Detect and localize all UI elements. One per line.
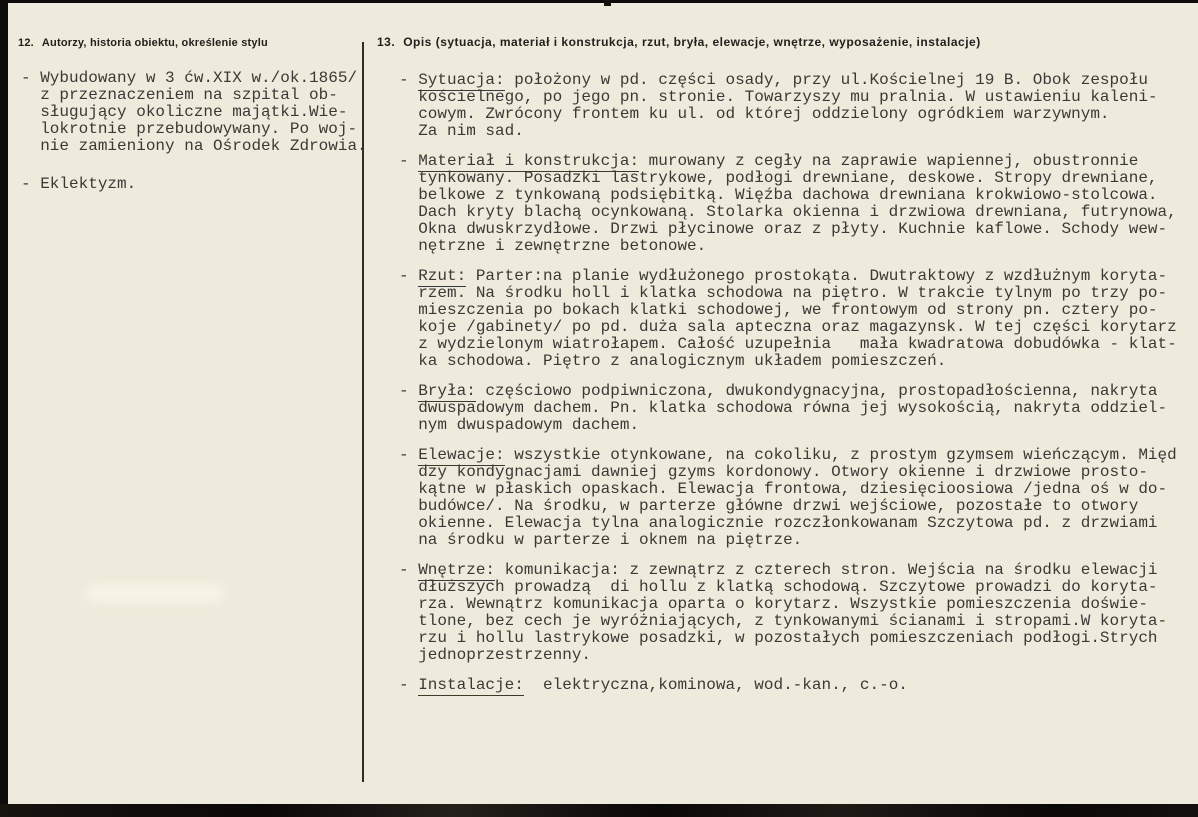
list-dash: -: [399, 267, 419, 285]
text-line: [399, 447, 1177, 464]
list-dash: -: [399, 446, 419, 464]
section-label: Elewacje:: [418, 446, 505, 464]
section-label: Instalacje:: [418, 676, 524, 694]
text-line: cowym. Zwrócony frontem ku ul. od której oddzielony ogródkiem warzywnym.: [418, 105, 1110, 123]
scan-top-mark: [604, 0, 611, 6]
text-line: - Eklektyzm.: [21, 175, 137, 193]
description-section: [399, 383, 1177, 434]
text-line: budówce/. Na środku, w parterze główne drzwi wejściowe, pozostałe to otwory: [418, 497, 1139, 515]
description-section: [399, 72, 1177, 140]
field-12-number: 12.: [18, 37, 34, 49]
description-section: [399, 153, 1177, 255]
text-line: [399, 677, 1177, 694]
text-line: - Wybudowany w 3 ćw.XIX w./ok.1865/: [21, 69, 358, 87]
section-first-text: położony w pd. części osady, przy ul.Kościelnej 19 B. Obok zespołu: [504, 71, 1148, 89]
correction-smudge: [86, 585, 224, 602]
text-line: sługujący okoliczne majątki.Wie-: [40, 103, 348, 121]
section-first-text: elektryczna,kominowa, wod.-kan., c.-o.: [523, 676, 908, 694]
text-line: lokrotnie przebudowywany. Po woj-: [40, 120, 358, 138]
section-first-text: murowany z cegły na zaprawie wapiennej, obustronnie: [639, 152, 1139, 170]
list-dash: -: [399, 71, 419, 89]
text-line: koje /gabinety/ po pd. duża sala apteczna oraz magazynsk. W tej części korytarz: [418, 318, 1177, 336]
list-dash: -: [399, 382, 419, 400]
text-line: rzem. Na środku holl i klatka schodowa na piętro. W trakcie tylnym po trzy po-: [418, 284, 1168, 302]
description-section: [399, 562, 1177, 664]
list-dash: -: [399, 561, 419, 579]
text-line: rzu i hollu lastrykowe posadzki, w pozostałych pomieszczeniach podłogi.Strych: [418, 629, 1158, 647]
section-label: Wnętrze:: [418, 561, 496, 579]
description-section: [399, 677, 1177, 694]
field-12-title: Autorzy, historia obiektu, określenie stylu: [41, 37, 268, 49]
scan-edge-left: [0, 0, 8, 817]
text-line: [399, 562, 1177, 579]
list-dash: -: [399, 152, 419, 170]
column-authors-history: [21, 70, 367, 214]
text-line: mieszczenia po bokach klatki schodowej, we frontowym od strony pn. cztery po-: [418, 301, 1158, 319]
text-line: belkowe z tynkowaną podsiębitką. Więźba dachowa drewniana krokwiowo-stolcowa.: [418, 186, 1158, 204]
text-line: z przeznaczeniem na szpital ob-: [40, 86, 338, 104]
text-line: na środku w parterze i oknem na piętrze.: [418, 531, 803, 549]
list-dash: -: [399, 676, 419, 694]
text-line: [399, 72, 1177, 89]
section-first-text: częściowo podpiwniczona, dwukondygnacyjna, prostopadłościenna, nakryta: [475, 382, 1158, 400]
field-13-title: Opis (sytuacja, materiał i konstrukcja, rzut, bryła, elewacje, wnętrze, wyposażenie, instalacje): [403, 35, 981, 49]
text-line: okienne. Elewacja tylna analogicznie rozczłonkowanam Szczytowa pd. z drzwiami: [418, 514, 1158, 532]
section-label: Bryła:: [418, 382, 476, 400]
text-line: Okna dwuskrzydłowe. Drzwi płycinowe oraz z płyty. Kuchnie kaflowe. Schody wew-: [418, 220, 1168, 238]
text-line: Za nim sad.: [418, 122, 524, 140]
text-line: [399, 153, 1177, 170]
section-label: Materiał i konstrukcja:: [418, 152, 640, 170]
text-line: nętrzne i zewnętrzne betonowe.: [418, 237, 707, 255]
section-first-text: Parter:na planie wydłużonego prostokąta. Dwutraktowy z wzdłużnym koryta-: [466, 267, 1168, 285]
text-line: z wydzielonym wiatrołapem. Całość uzupełnia mała kwadratowa dobudówka - klat-: [418, 335, 1177, 353]
scan-edge-bottom: [0, 804, 1198, 817]
text-line: rza. Wewnątrz komunikacja oparta o korytarz. Wszystkie pomieszczenia doświe-: [418, 595, 1148, 613]
section-first-text: komunikacja: z zewnątrz z czterech stron. Wejścia na środku elewacji: [495, 561, 1158, 579]
description-section: [399, 447, 1177, 549]
field-12-header: [18, 37, 268, 49]
text-line: dwuspadowym dachem. Pn. klatka schodowa równa jej wysokością, nakryta oddziel-: [418, 399, 1168, 417]
text-line: dłuższych prowadzą di hollu z klatką schodową. Szczytowe prowadzi do koryta-: [418, 578, 1158, 596]
text-line: Dach kryty blachą ocynkowaną. Stolarka okienna i drzwiowa drewniana, futrynowa,: [418, 203, 1177, 221]
section-label: Sytuacja:: [418, 71, 505, 89]
column-description: [399, 72, 1177, 707]
text-line: [399, 268, 1177, 285]
text-line: kościelnego, po jego pn. stronie. Towarzyszy mu pralnia. W ustawieniu kaleni-: [418, 88, 1158, 106]
text-line: jednoprzestrzenny.: [418, 646, 592, 664]
scan-edge-top: [0, 0, 1198, 3]
text-line: tynkowany. Posadzki lastrykowe, podłogi drewniane, deskowe. Stropy drewniane,: [418, 169, 1158, 187]
text-line: dzy kondygnacjami dawniej gzyms kordonowy. Otwory okienne i drzwiowe prosto-: [418, 463, 1148, 481]
text-line: ka schodowa. Piętro z analogicznym układem pomieszczeń.: [418, 352, 947, 370]
history-paragraph: [21, 176, 367, 193]
text-line: nie zamieniony na Ośrodek Zdrowia.: [40, 137, 367, 155]
section-first-text: wszystkie otynkowane, na cokoliku, z prostym gzymsem wieńczącym. Międ: [504, 446, 1177, 464]
text-line: tlone, bez cech je wyróżniających, z tynkowanymi ścianami i stropami.W koryta-: [418, 612, 1168, 630]
section-label: Rzut:: [418, 267, 467, 285]
text-line: nym dwuspadowym dachem.: [418, 416, 640, 434]
history-paragraph: [21, 70, 367, 155]
text-line: [399, 383, 1177, 400]
field-13-number: 13.: [377, 35, 396, 49]
description-section: [399, 268, 1177, 370]
field-13-header: [377, 35, 981, 49]
text-line: kątne w płaskich opaskach. Elewacja frontowa, dziesięcioosiowa /jedna oś w do-: [418, 480, 1168, 498]
